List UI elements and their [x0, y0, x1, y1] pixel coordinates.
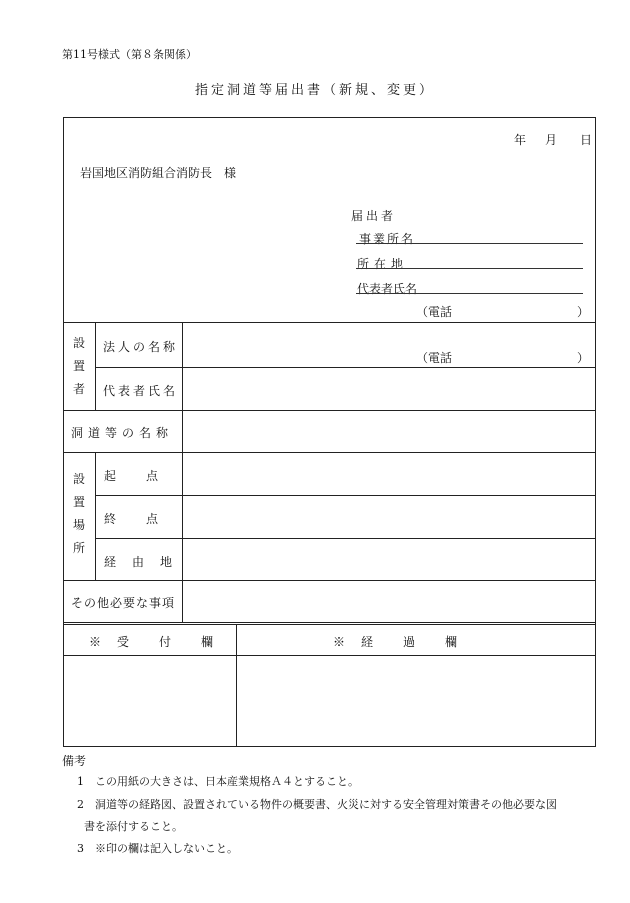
- installer-group-label: 設 置 者: [72, 336, 85, 396]
- addressee: 岩国地区消防組合消防長 様: [80, 166, 237, 180]
- reception-field[interactable]: [64, 656, 235, 746]
- location-label: 所在地: [357, 257, 409, 271]
- date-day: 日: [580, 133, 593, 147]
- location-line[interactable]: [356, 268, 583, 269]
- tunnel-name-label: 洞道等の名称: [71, 426, 174, 440]
- form-number: 第11号様式（第８条関係）: [62, 48, 197, 61]
- date-month: 月: [545, 133, 558, 147]
- representative-line[interactable]: [356, 293, 583, 294]
- note-item-3: 3 ※印の欄は記入しないこと。: [77, 842, 238, 855]
- end-point-label: 終 点: [104, 512, 161, 526]
- corp-name-label: 法人の名称: [103, 340, 179, 354]
- note-item-2-cont: 書を添付すること。: [84, 820, 183, 833]
- document-title: 指定洞道等届出書（新規、変更）: [194, 83, 435, 98]
- via-point-label: 経 由 地: [104, 555, 175, 569]
- note-item-2: 2 洞道等の経路図、設置されている物件の概要書、火災に対する安全管理対策書その他必要な図: [77, 798, 557, 811]
- representative-label: 代表者氏名: [357, 282, 418, 296]
- rep-name-label: 代表者氏名: [103, 384, 179, 398]
- notifier-phone: （電話: [416, 305, 453, 319]
- other-matters-label: その他必要な事項: [71, 596, 176, 610]
- progress-label: ※ 経 過 欄: [333, 635, 460, 649]
- installer-phone: （電話: [416, 351, 453, 365]
- installer-phone-close: ）: [577, 351, 590, 365]
- notifier-phone-close: ）: [577, 305, 590, 319]
- date-year: 年: [514, 133, 527, 147]
- location-group-label: 設 置 場 所: [72, 472, 85, 555]
- notes-title: 備考: [62, 754, 87, 768]
- office-name-line[interactable]: [356, 243, 583, 244]
- office-name-label: 事業所名: [359, 232, 416, 246]
- notifier-label: 届出者: [351, 209, 397, 223]
- reception-label: ※ 受 付 欄: [89, 635, 216, 649]
- progress-field[interactable]: [237, 656, 595, 746]
- start-point-label: 起 点: [104, 469, 161, 483]
- note-item-1: 1 この用紙の大きさは、日本産業規格Ａ４とすること。: [77, 775, 359, 788]
